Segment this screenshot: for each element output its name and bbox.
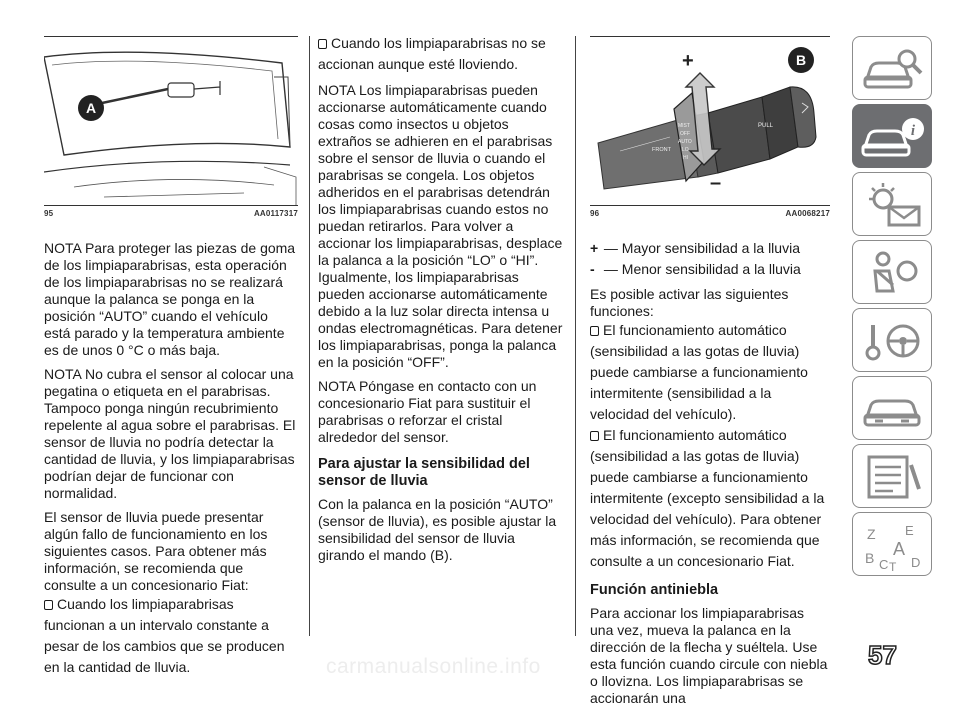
paragraph-malfunction: El sensor de lluvia puede presentar algún fallo de funcionamiento en los siguientes casos. Para obtener más información, se recomienda que consulte a un concesionario Fiat: — [44, 509, 268, 593]
paragraph-functions-intro: Es posible activar las siguientes funciones: — [590, 286, 789, 319]
svg-text:D: D — [911, 555, 921, 570]
figure-95-number: 95 — [44, 209, 54, 218]
nota-sensor-cover: NOTA No cubra el sensor al colocar una pegatina o etiqueta en el parabrisas. Tampoco ponga ningún recubrimiento repelente al agua sobre el parabrisas. El sensor de lluvia no podría detectar la cantidad de lluvia, y los limpiaparabrisas podrían dejar de funcionar con normalidad. — [44, 366, 296, 501]
plus-marker: + — [682, 50, 694, 72]
front-label: FRONT — [652, 147, 671, 153]
nota-contact-dealer: NOTA Póngase en contacto con un concesionario Fiat para sustituir el parabrisas o reforzar el cristal alrededor del sensor. — [318, 378, 537, 445]
alphabet-index-icon — [853, 513, 933, 577]
figure-95 — [44, 36, 298, 206]
paragraph-adjust-sensitivity: Con la palanca en la posición “AUTO” (sensor de lluvia), es posible ajustar la sensibilidad del sensor de lluvia girando el mando (B). — [318, 496, 557, 563]
heading-adjust-sensitivity: Para ajustar la sensibilidad del sensor de lluvia — [318, 456, 530, 489]
tab-maintenance[interactable] — [852, 444, 932, 508]
callout-a-label: A — [85, 100, 97, 116]
checkbox-bullet-icon — [318, 39, 327, 49]
bullet-no-speed-sensitivity: El funcionamiento automático (sensibilidad a las gotas de lluvia) puede cambiarse a funcionamiento intermitente (excepto sensibilidad a la velocidad del vehículo). Para obtener más información, se recomienda que consulte a un concesionario Fiat. — [590, 427, 825, 569]
callout-b-icon — [786, 45, 816, 75]
checkbox-bullet-icon — [44, 600, 53, 610]
lever-label-lo: LO — [682, 147, 689, 153]
svg-text:Z: Z — [867, 526, 876, 542]
tab-starting-driving[interactable] — [852, 308, 932, 372]
svg-text:E: E — [905, 523, 914, 538]
minus-sensitivity-line: - — Menor sensibilidad a la lluvia — [590, 261, 801, 277]
svg-text:A: A — [893, 539, 906, 559]
callout-b-label: B — [795, 52, 807, 68]
column-rule-1 — [309, 36, 310, 636]
figure-95-caption — [44, 209, 298, 218]
checkbox-bullet-icon — [590, 326, 599, 336]
tab-emergency[interactable] — [852, 376, 932, 440]
column-rule-2 — [575, 36, 576, 636]
heading-mist-function: Función antiniebla — [590, 582, 719, 598]
svg-text:B: B — [865, 550, 875, 566]
car-search-icon — [853, 37, 933, 101]
airbag-safety-icon — [853, 241, 933, 305]
lever-label-mist: MIST — [678, 123, 690, 129]
tab-car-info[interactable] — [852, 104, 932, 168]
plus-sensitivity-line: + — Mayor sensibilidad a la lluvia — [590, 240, 800, 256]
nota-automatic-activation: NOTA Los limpiaparabrisas pueden accionarse automáticamente cuando cosas como insectos u objetos extraños se adhieren en el parabrisas sobre el sensor de lluvia o cuando el parabrisas se congela. Los objetos adheridos en el parabrisas detendrán los limpiaparabrisas cuando estos no puedan retirarlos. Para volver a accionar los limpiaparabrisas, desplace la palanca a la posición “LO” o “HI”. Igualmente, los limpiaparabrisas pueden accionarse automáticamente debido a la luz solar directa intensa u ondas electromagnéticas. Para detener los limpiaparabrisas, ponga la palanca en la posición “OFF”. — [318, 82, 563, 370]
tab-car-search[interactable] — [852, 36, 932, 100]
left-column-text — [44, 240, 298, 685]
info-letter: i — [910, 123, 916, 139]
warning-light-message-icon — [853, 173, 933, 237]
tab-warning-lights[interactable] — [852, 172, 932, 236]
pull-label: PULL — [758, 123, 774, 129]
svg-text:T: T — [889, 560, 897, 574]
lever-label-auto: AUTO — [678, 139, 692, 145]
paragraph-mist-function: Para accionar los limpiaparabrisas una vez, mueva la palanca en la dirección de la flecha y suéltela. Use esta función cuando circule con niebla o llovizna. Los limpiaparabrisas se accionarán una — [590, 605, 828, 706]
tab-index[interactable] — [852, 512, 932, 576]
callout-a-icon — [76, 93, 106, 123]
lever-label-hi: HI — [683, 155, 688, 161]
key-steering-wheel-icon — [853, 309, 933, 373]
figure-96 — [590, 36, 830, 206]
tab-safety[interactable] — [852, 240, 932, 304]
figure-96-caption — [590, 209, 830, 218]
checkbox-bullet-icon — [590, 431, 599, 441]
car-info-icon — [853, 105, 933, 169]
page-number: 57 — [868, 640, 897, 670]
middle-column-text — [318, 33, 564, 571]
bullet-speed-sensitivity: El funcionamiento automático (sensibilidad a las gotas de lluvia) puede cambiarse a funcionamiento intermitente (sensibilidad a la velocidad del vehículo). — [590, 322, 808, 422]
right-column-text — [590, 240, 830, 714]
bullet-constant-interval: Cuando los limpiaparabrisas funcionan a un intervalo constante a pesar de los cambios que se producen en la cantidad de lluvia. — [44, 596, 285, 675]
nota-temperature: NOTA Para proteger las piezas de goma de los limpiaparabrisas, esta operación de los limpiaparabrisas no se realizará aunque la palanca se ponga en la posición “AUTO” cuando el vehículo está parado y la temperatura ambiente es de unos 0 °C o más baja. — [44, 240, 296, 358]
minus-marker: – — [710, 172, 722, 194]
maintenance-list-icon — [853, 445, 933, 509]
figure-95-code: AA0117317 — [253, 209, 298, 218]
svg-text:C: C — [879, 557, 889, 572]
car-emergency-icon — [853, 377, 933, 441]
figure-96-number: 96 — [590, 209, 600, 218]
watermark: carmanualsonline.info — [326, 655, 541, 678]
lever-label-off: OFF — [680, 131, 690, 137]
figure-96-code: AA0068217 — [785, 209, 830, 218]
bullet-not-raining: Cuando los limpiaparabrisas no se accionan aunque esté lloviendo. — [318, 35, 546, 72]
